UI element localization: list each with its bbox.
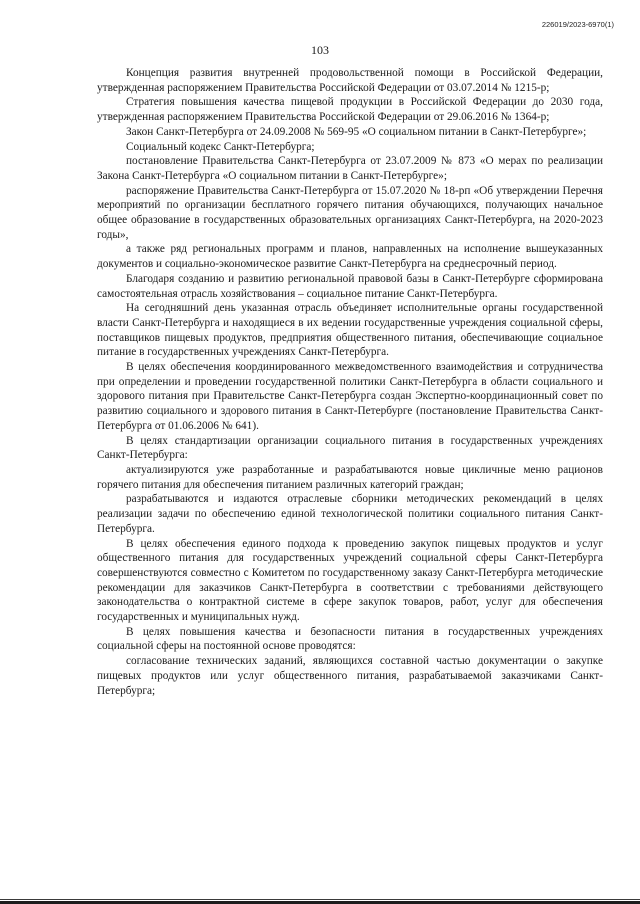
paragraph: В целях повышения качества и безопасности питания в государственных учреждениях социальной сферы на постоянной основе проводятся:: [97, 625, 603, 653]
paragraph: В целях обеспечения единого подхода к проведению закупок пищевых продуктов и услуг общественного питания для государственных учреждений социальной сферы Санкт-Петербурга совершенствуются совместно с Комитетом по государственному заказу Санкт-Петербурга методические рекомендации для заказчиков Санкт-Петербурга в соответствии с требованиями действующего законодательства о контрактной системе в сфере закупок товаров, работ, услуг для обеспечения государственных и муниципальных нужд.: [97, 537, 603, 624]
paragraph: В целях обеспечения координированного межведомственного взаимодействия и сотрудничества при определении и проведении государственной политики Санкт-Петербурга в области социального и здорового питания при Правительстве Санкт-Петербурга создан Экспертно-координационный совет по развитию социального и здорового питания в Санкт-Петербурге (постановление Правительства Санкт-Петербурга от 01.06.2006 № 641).: [97, 361, 603, 432]
paragraph: В целях стандартизации организации социального питания в государственных учреждениях Санкт-Петербурга:: [97, 434, 603, 462]
paragraph: разрабатываются и издаются отраслевые сборники методических рекомендаций в целях реализации задачи по обеспечению единой технологической политики социального питания Санкт-Петербурга.: [97, 493, 603, 535]
paragraph: распоряжение Правительства Санкт-Петербурга от 15.07.2020 № 18-рп «Об утверждении Перечня мероприятий по организации бесплатного горячего питания обучающихся, получающих начальное общее образование в государственных образовательных организациях Санкт-Петербурга, на 2020-2023 годы»,: [97, 184, 603, 241]
document-id: 226019/2023-6970(1): [541, 20, 614, 29]
footer-rule: [0, 898, 640, 904]
paragraph: Концепция развития внутренней продовольственной помощи в Российской Федерации, утвержденная распоряжением Правительства Российской Федерации от 03.07.2014 № 1215-р;: [97, 67, 603, 94]
paragraph: Стратегия повышения качества пищевой продукции в Российской Федерации до 2030 года, утвержденная распоряжением Правительства Российской Федерации от 29.06.2016 № 1364-р;: [97, 96, 603, 124]
paragraph: Благодаря созданию и развитию региональной правовой базы в Санкт-Петербурге сформирована самостоятельная отрасль хозяйствования – социальное питание Санкт-Петербурга.: [97, 272, 603, 300]
paragraph: актуализируются уже разработанные и разрабатываются новые цикличные меню рационов горячего питания для обеспечения питанием различных категорий граждан;: [97, 463, 603, 491]
paragraph: Закон Санкт-Петербурга от 24.09.2008 № 569-95 «О социальном питании в Санкт-Петербурге»;: [126, 125, 587, 138]
paragraph: постановление Правительства Санкт-Петербурга от 23.07.2009 № 873 «О мерах по реализации Закона Санкт-Петербурга «О социальном питании в Санкт-Петербурге»;: [97, 155, 603, 182]
paragraph: Социальный кодекс Санкт-Петербурга;: [126, 140, 315, 153]
paragraph: На сегодняшний день указанная отрасль объединяет исполнительные органы государственной власти Санкт-Петербурга и находящиеся в их ведении государственные учреждения социальной сферы, поставщиков пищевых продуктов, предприятия общественного питания, обеспечивающие социальное питание в государственных учреждениях Санкт-Петербурга.: [97, 302, 603, 359]
paragraph: а также ряд региональных программ и планов, направленных на исполнение вышеуказанных документов и социально-экономическое развитие Санкт-Петербурга на среднесрочный период.: [97, 243, 603, 271]
paragraph: согласование технических заданий, являющихся составной частью документации о закупке пищевых продуктов или услуг общественного питания, разрабатываемой заказчиками Санкт-Петербурга;: [97, 655, 603, 697]
document-body: [97, 66, 603, 698]
page-number: 103: [311, 43, 329, 57]
